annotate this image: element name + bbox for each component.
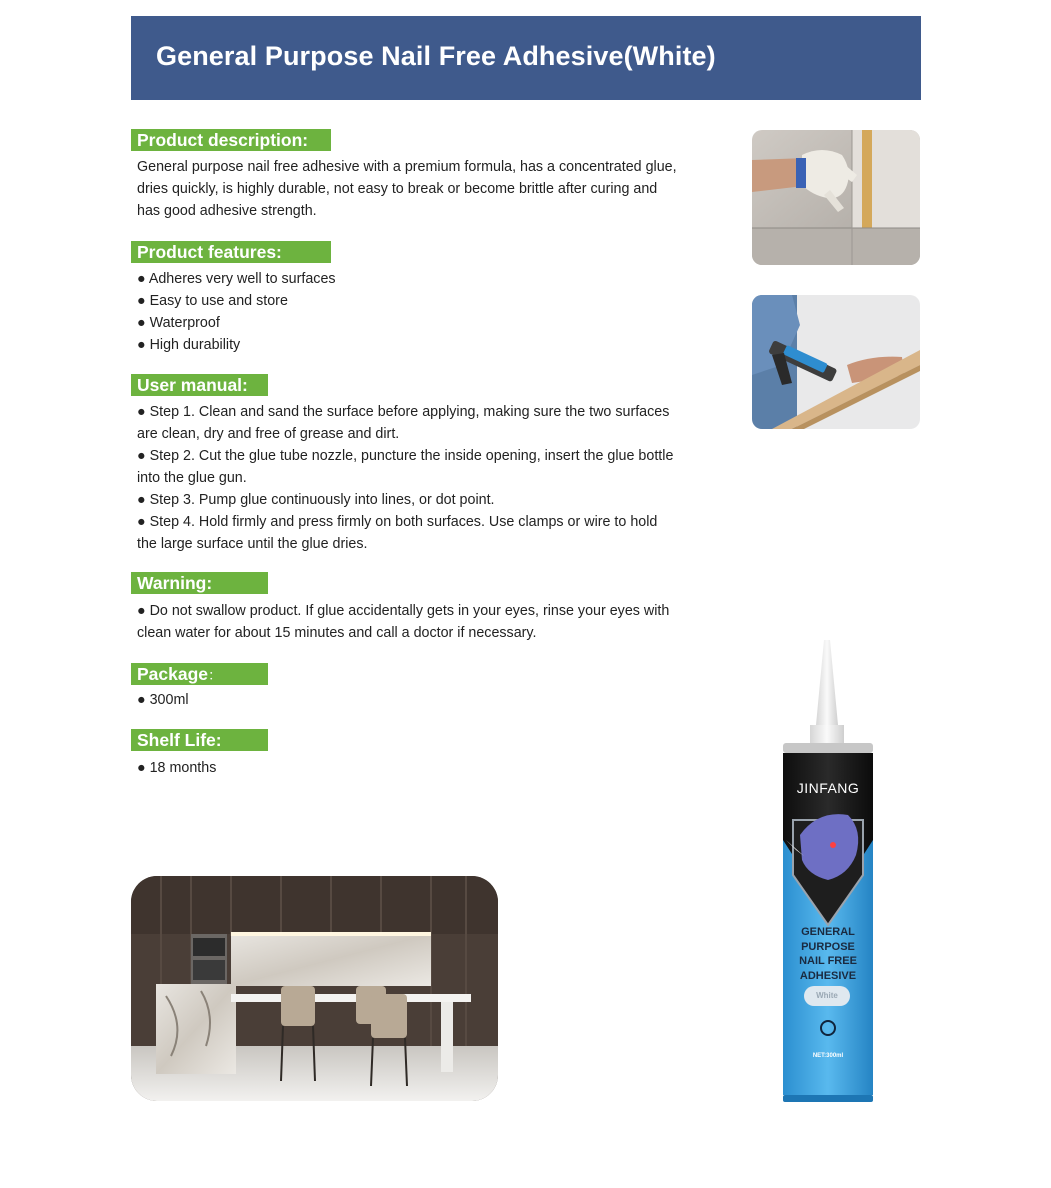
- photo-kitchen-interior: [131, 876, 498, 1101]
- photo-applying-glue: [752, 295, 920, 429]
- features-list: [137, 268, 682, 356]
- list-item: ● Easy to use and store: [137, 293, 288, 309]
- list-item: ● Step 4. Hold firmly and press firmly on both surfaces. Use clamps or wire to hold the large surface until the glue dries.: [137, 514, 658, 552]
- tube-name-line: NAIL FREE: [799, 955, 857, 967]
- list-item: ● Step 1. Clean and sand the surface before applying, making sure the two surfaces are clean, dry and free of grease and dirt.: [137, 404, 670, 442]
- section-label-package: [131, 663, 268, 685]
- list-item: ● High durability: [137, 337, 241, 353]
- section-label-description: Product description:: [131, 129, 331, 151]
- section-label-warning: Warning:: [131, 572, 268, 594]
- section-label-manual: User manual:: [131, 374, 268, 396]
- package-label-text: Package: [137, 664, 209, 684]
- tube-name-line: PURPOSE: [801, 940, 855, 953]
- description-text: [137, 156, 677, 222]
- warning-paragraph: ● Do not swallow product. If glue accidentally gets in your eyes, rinse your eyes with clean water for about 15 minutes and call a doctor if necessary.: [137, 603, 670, 641]
- page-title: General Purpose Nail Free Adhesive(White): [156, 41, 716, 71]
- list-item: ● Step 3. Pump glue continuously into lines, or dot point.: [137, 492, 495, 508]
- list-item: ● Waterproof: [137, 315, 220, 331]
- tube-logo-icon: [820, 1020, 836, 1036]
- shelf-life-text: [137, 757, 682, 779]
- list-item: ● Adheres very well to surfaces: [137, 271, 336, 287]
- warning-text: [137, 600, 677, 644]
- manual-list: [137, 401, 679, 555]
- list-item: ● 18 months: [137, 760, 217, 776]
- tube-brand: JINFANG: [796, 780, 860, 796]
- package-text: [137, 689, 682, 711]
- tube-name-line: GENERAL: [801, 926, 855, 938]
- tube-net-volume: NET:300ml: [812, 1053, 844, 1059]
- package-label-suffix: ：: [208, 667, 223, 683]
- description-paragraph: General purpose nail free adhesive with a premium formula, has a concentrated glue, dries quickly, is highly durable, not easy to break or become brittle after curing and has good adhesive strength.: [137, 159, 677, 219]
- section-label-features: Product features:: [131, 241, 331, 263]
- tube-color-badge: White: [804, 986, 850, 1006]
- tube-product-name: [778, 925, 878, 983]
- list-item: ● 300ml: [137, 692, 189, 708]
- title-banner: [131, 16, 921, 100]
- product-tube: [778, 640, 878, 1102]
- photo-hand-pressing-panel: [752, 130, 920, 265]
- section-label-shelf-life: Shelf Life:: [131, 729, 268, 751]
- list-item: ● Step 2. Cut the glue tube nozzle, puncture the inside opening, insert the glue bottle into the glue gun.: [137, 448, 674, 486]
- tube-name-line: ADHESIVE: [799, 969, 857, 982]
